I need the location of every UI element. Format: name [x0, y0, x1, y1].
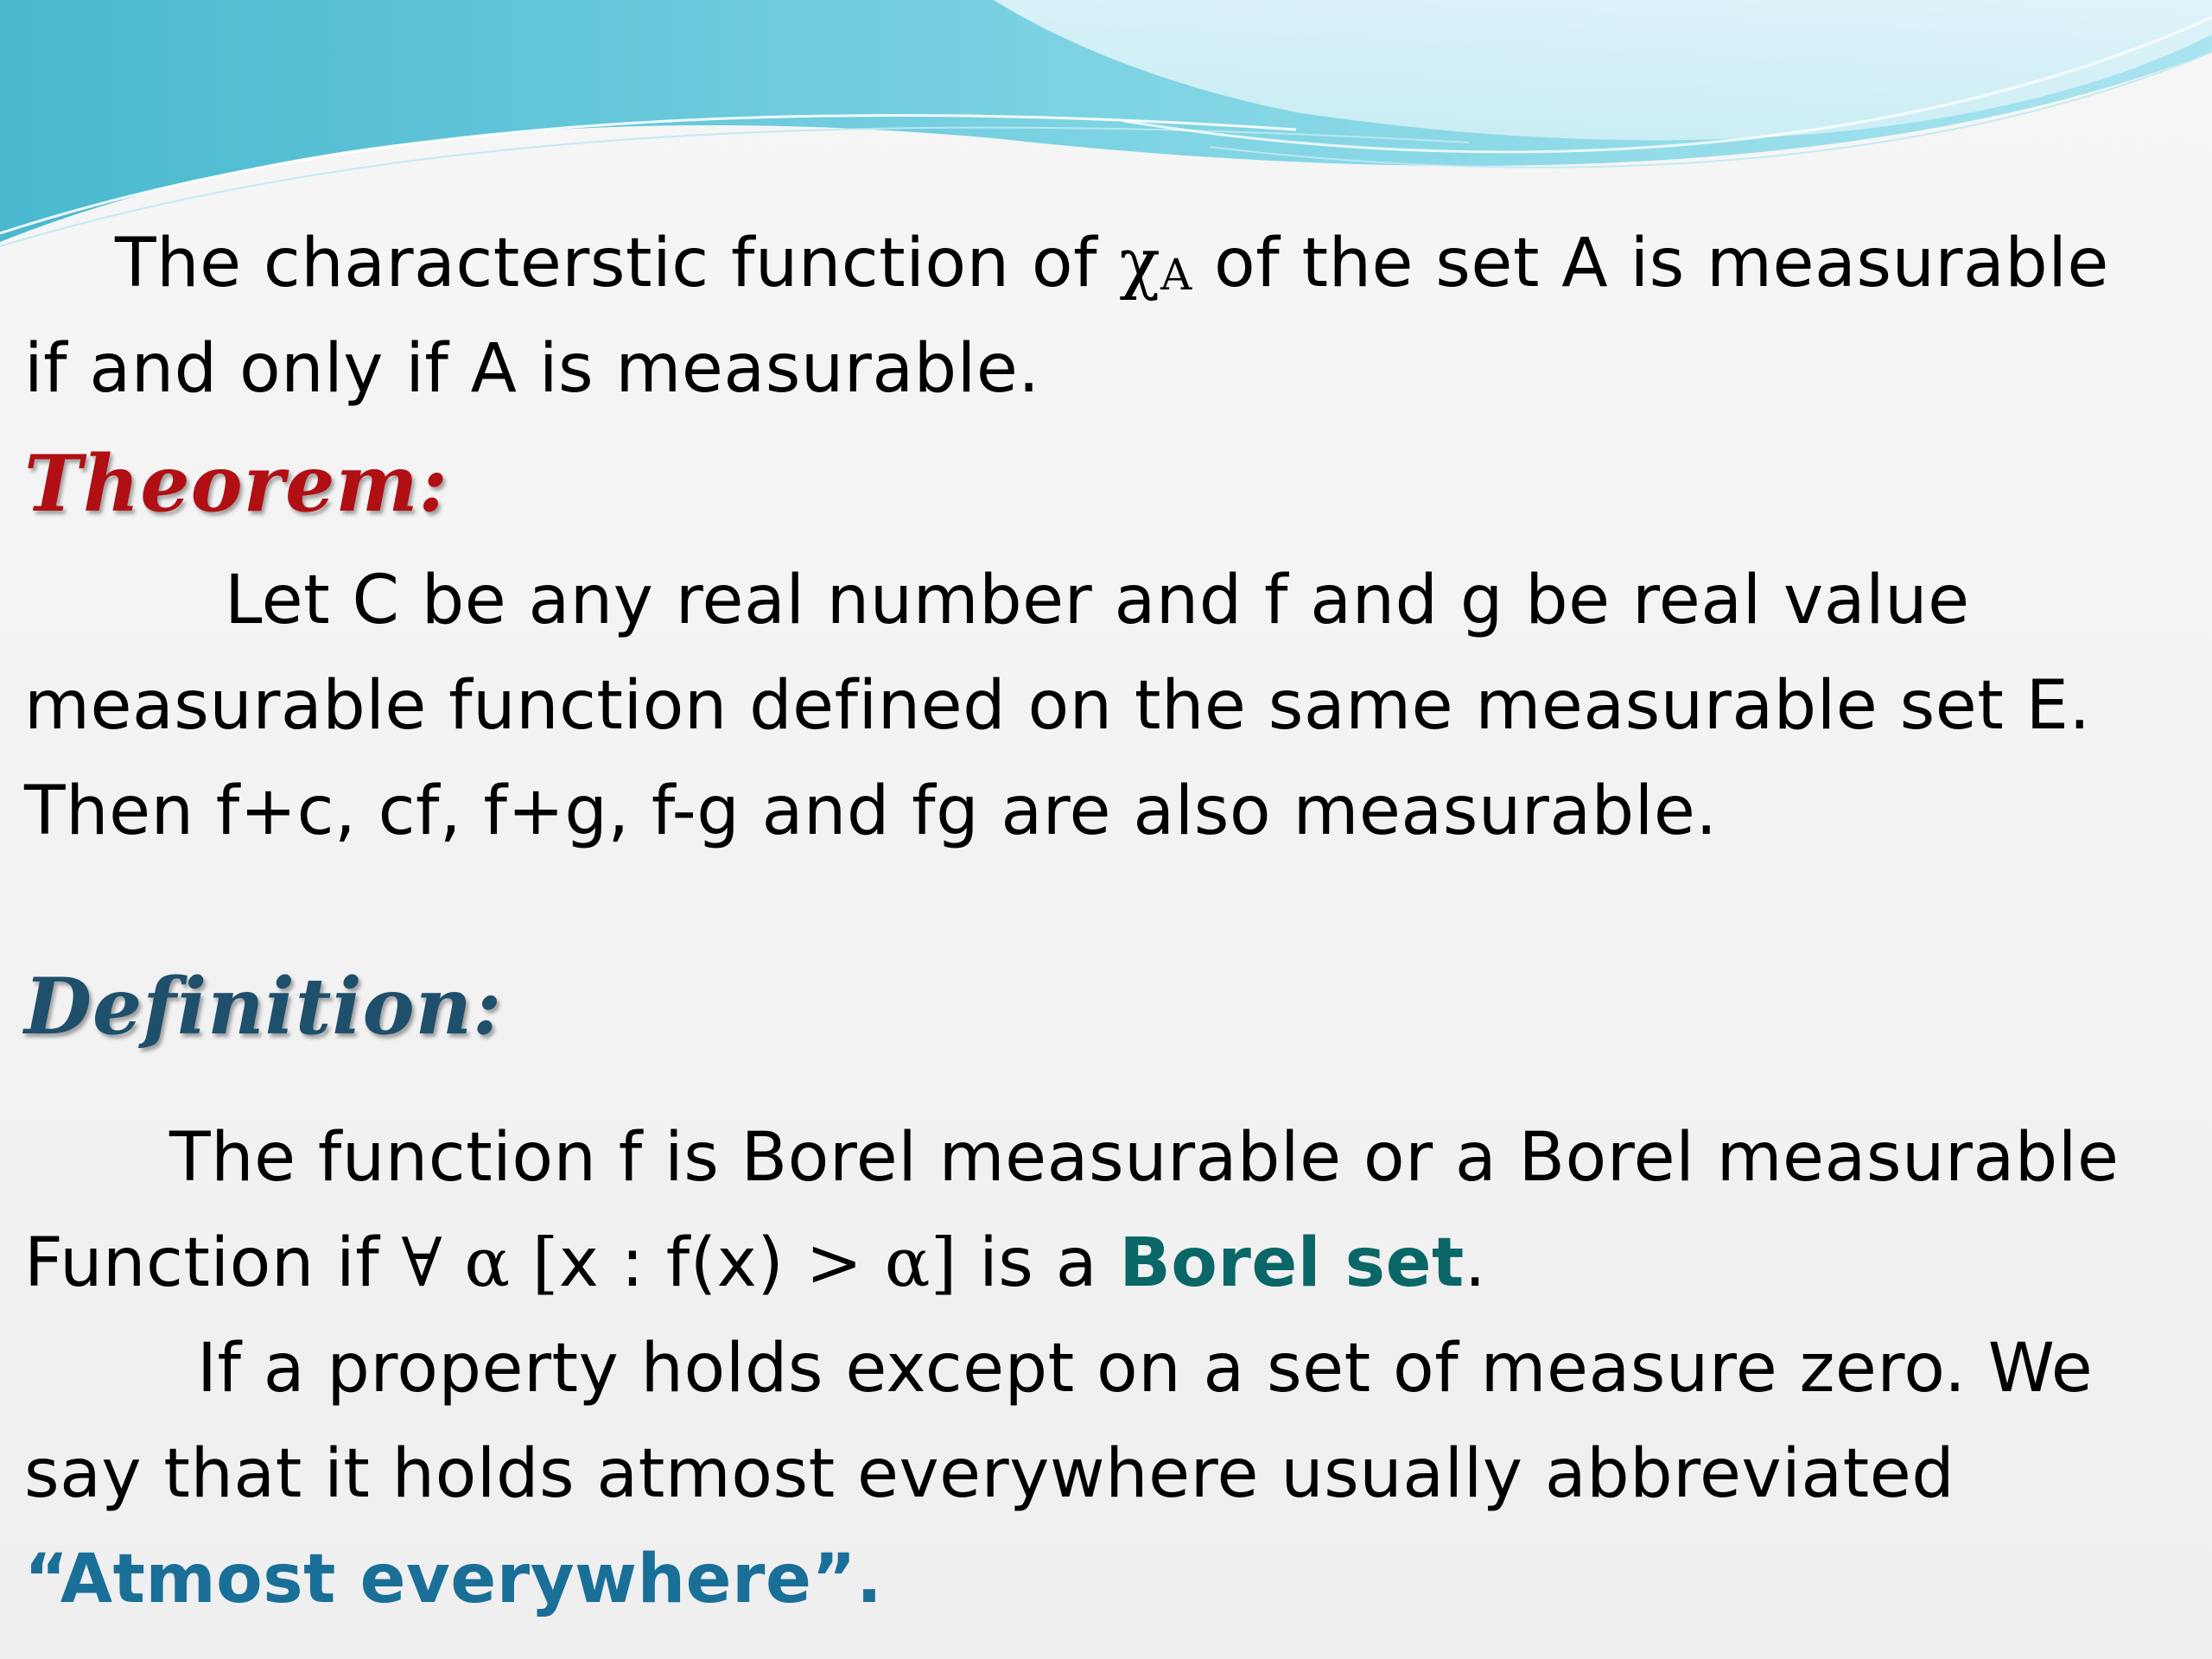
theorem-line-3: Then f+c, cf, f+g, f-g and fg are also measurable.	[24, 772, 1718, 850]
definition-line-4: say that it holds atmost everywhere usually abbreviated	[24, 1435, 1955, 1513]
atmost-everywhere-highlight: “Atmost everywhere”.	[24, 1541, 883, 1618]
set-expression: x : f(x)	[558, 1224, 806, 1302]
intro-line-2: if and only if A is measurable.	[24, 330, 1040, 408]
theorem-line-1: Let C be any real number and f and g be real value	[225, 562, 1970, 639]
chi-subscript: A	[1160, 250, 1192, 300]
intro-line-1	[115, 220, 2109, 318]
theorem-heading: Theorem:	[24, 438, 448, 530]
intro-line-1-end: of the set A is measurable	[1192, 225, 2109, 302]
intro-line-1-start: The characterstic function of	[115, 225, 1120, 302]
definition-line-2-end: .	[1464, 1224, 1487, 1302]
theorem-line-2: measurable function defined on the same measurable set E.	[24, 667, 2091, 745]
borel-set-highlight: Borel set	[1119, 1224, 1465, 1302]
definition-line-2	[24, 1220, 1486, 1306]
definition-heading: Definition:	[24, 961, 503, 1052]
greater-than-alpha: > α]	[805, 1224, 957, 1302]
forall-alpha: ∀ α [	[401, 1224, 559, 1302]
definition-line-2-is: is a	[957, 1224, 1120, 1302]
definition-line-2-start: Function if	[24, 1224, 402, 1302]
definition-line-5	[24, 1536, 882, 1623]
definition-line-3: If a property holds except on a set of measure zero. We	[197, 1330, 2094, 1408]
chi-symbol: χ	[1119, 225, 1161, 302]
definition-line-1: The function f is Borel measurable or a Borel measurable	[169, 1119, 2120, 1197]
